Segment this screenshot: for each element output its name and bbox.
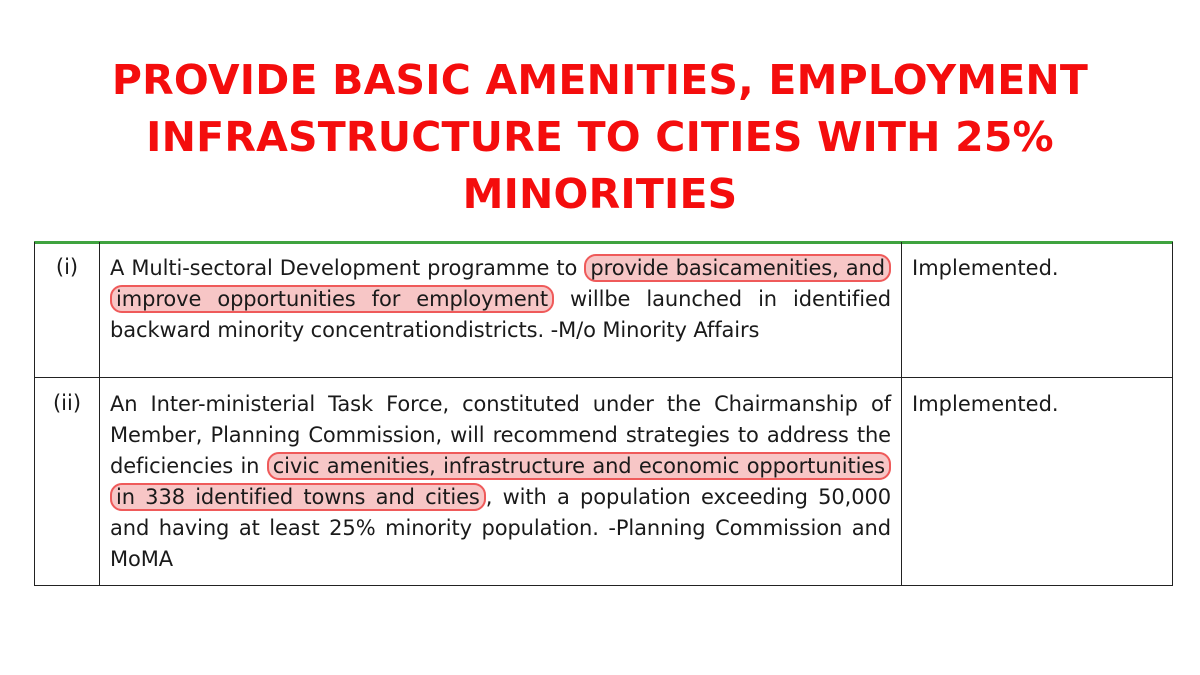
- headline: [60, 52, 1140, 223]
- row-status: Implemented.: [902, 378, 1173, 586]
- highlighted-text: provide basicamenities, and improve opportunities for employment: [110, 254, 891, 313]
- row-text-after: , with a population exceeding 50,000 and having at least 25% minority population. -Planning Commission and MoMA: [110, 485, 891, 571]
- row-description: [100, 378, 902, 586]
- row-number: (i): [35, 242, 100, 378]
- highlighted-text: civic amenities, infrastructure and economic opportunities in 338 identified towns and cities: [110, 452, 891, 511]
- headline-line-1: PROVIDE BASIC AMENITIES, EMPLOYMENT: [111, 56, 1089, 104]
- row-text-before: An Inter-ministerial Task Force, constituted under the Chairmanship of Member, Planning Commission, will recommend strategies to address the deficiencies in: [110, 392, 891, 478]
- headline-line-3: MINORITIES: [462, 170, 738, 218]
- row-number: (ii): [35, 378, 100, 586]
- row-status: Implemented.: [902, 242, 1173, 378]
- row-text-after: willbe launched in identified backward minority concentrationdistricts. -M/o Minority Affairs: [110, 287, 891, 342]
- table-row: [35, 242, 1173, 378]
- row-text-before: A Multi-sectoral Development programme to: [110, 256, 585, 280]
- row-description: [100, 242, 902, 378]
- table-row: [35, 378, 1173, 586]
- document-table: [34, 242, 1173, 586]
- headline-line-2: INFRASTRUCTURE TO CITIES WITH 25%: [146, 113, 1054, 161]
